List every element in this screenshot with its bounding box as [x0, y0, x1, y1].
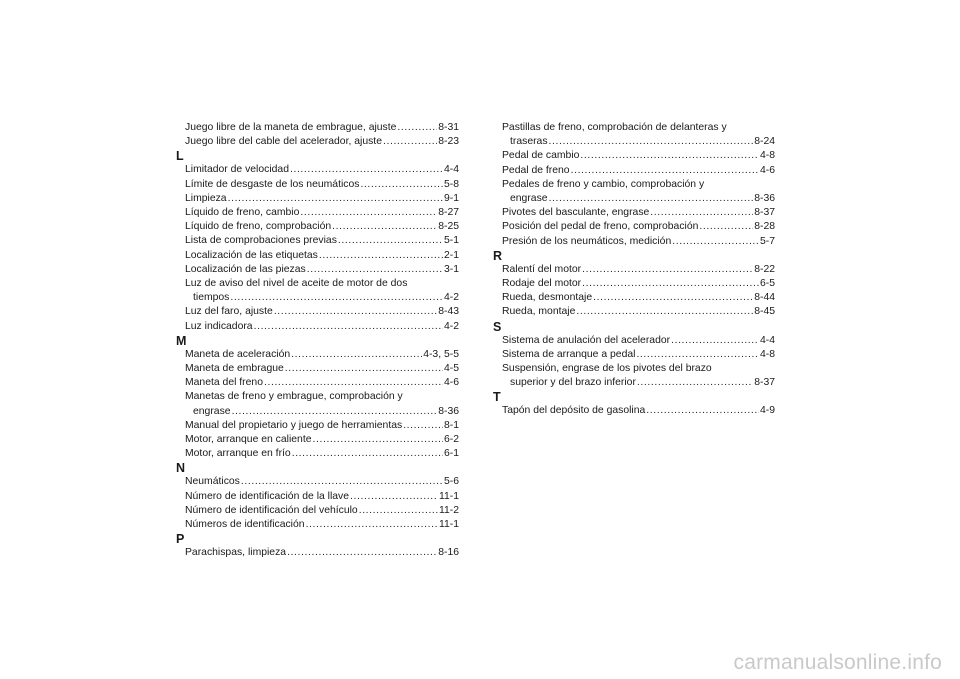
index-entry-text: superior y del brazo inferior: [510, 377, 636, 389]
dot-leader: [593, 291, 753, 305]
index-entry-text: Suspensión, engrase de los pivotes del brazo: [502, 363, 712, 375]
index-entry: [176, 376, 459, 390]
index-entry: [493, 404, 775, 418]
dot-leader: [646, 404, 759, 418]
dot-leader: [292, 447, 443, 461]
index-entry-text: Maneta del freno: [185, 377, 263, 389]
index-column-left: [176, 121, 459, 560]
index-entry: [176, 263, 459, 277]
index-entry-text: Sistema de anulación del acelerador: [502, 334, 671, 346]
dot-leader: [580, 149, 759, 163]
index-entry: [176, 178, 459, 192]
index-page-number: 6-5: [759, 278, 775, 290]
index-entry: [493, 164, 775, 178]
index-page-number: 8-31: [438, 122, 459, 133]
index-page-number: 4-5: [443, 363, 459, 375]
index-page-number: 8-28: [754, 221, 775, 233]
index-page-number: 4-2: [443, 292, 459, 304]
index-page-number: 8-25: [438, 221, 459, 233]
index-entry-text: Neumáticos: [185, 476, 240, 488]
dot-leader: [338, 234, 443, 248]
index-entry: [176, 475, 459, 489]
index-entry-text: Número de identificación de la llave: [185, 490, 350, 502]
dot-leader: [359, 504, 438, 518]
index-page-number: 4-3, 5-5: [423, 348, 459, 360]
index-entry: [176, 163, 459, 177]
index-page-number: 5-7: [759, 235, 775, 247]
dot-leader: [319, 249, 443, 263]
index-page-number: 4-4: [759, 334, 775, 346]
dot-leader: [254, 320, 443, 334]
dot-leader: [360, 178, 443, 192]
index-page-number: 8-37: [754, 377, 775, 389]
index-entry-text: Tapón del depósito de gasolina: [502, 405, 646, 417]
index-entry-text: Rodaje del motor: [502, 278, 582, 290]
index-section-letter: N: [176, 461, 186, 476]
index-page-number: 8-44: [754, 292, 775, 304]
index-page-number: 5-6: [443, 476, 459, 488]
index-entry-text: Manual del propietario y juego de herramientas: [185, 419, 403, 431]
index-entry-text: Motor, arranque en frío: [185, 448, 291, 460]
index-entry: [493, 149, 775, 163]
index-entry-text: Luz del faro, ajuste: [185, 306, 273, 318]
dot-leader: [290, 163, 443, 177]
index-page-number: 8-36: [754, 193, 775, 205]
index-entry-text: Rueda, montaje: [502, 306, 576, 318]
dot-leader: [383, 135, 437, 149]
index-entry: [176, 305, 459, 319]
dot-leader: [636, 348, 759, 362]
index-page-number: 8-1: [443, 419, 459, 431]
dot-leader: [307, 263, 443, 277]
index-entry-text: Parachispas, limpieza: [185, 547, 287, 559]
dot-leader: [549, 192, 754, 206]
index-entry-text: Posición del pedal de freno, comprobación: [502, 221, 699, 233]
index-entry-text: engrase: [193, 405, 231, 417]
dot-leader: [350, 490, 438, 504]
index-entry: [176, 546, 459, 560]
index-entry-text: Pivotes del basculante, engrase: [502, 207, 650, 219]
dot-leader: [549, 135, 754, 149]
dot-leader: [332, 220, 437, 234]
index-entry-text: Luz indicadora: [185, 320, 253, 332]
dot-leader: [306, 518, 438, 532]
dot-leader: [672, 235, 759, 249]
index-entry: [493, 206, 775, 220]
index-page-number: 8-16: [438, 547, 459, 559]
index-entry: [176, 419, 459, 433]
index-page-number: 4-2: [443, 320, 459, 332]
index-page-number: 8-36: [438, 405, 459, 417]
index-page-number: 11-1: [438, 490, 459, 502]
index-section-letter: R: [493, 248, 503, 263]
watermark: carmanualsonline.info: [733, 651, 942, 674]
index-page-number: 8-22: [754, 263, 775, 275]
index-entry-text: Rueda, desmontaje: [502, 292, 593, 304]
index-entry-text: Líquido de freno, comprobación: [185, 221, 332, 233]
index-entry: [176, 490, 459, 504]
index-page-number: 8-23: [438, 136, 459, 148]
index-entry-text: Pedal de cambio: [502, 150, 580, 162]
dot-leader: [403, 419, 443, 433]
index-page-number: 4-6: [443, 377, 459, 389]
index-entry-text: Pastillas de freno, comprobación de delanteras y: [502, 122, 727, 133]
index-entry-text: Presión de los neumáticos, medición: [502, 235, 672, 247]
index-page-number: 6-1: [443, 448, 459, 460]
index-entry-text: Maneta de aceleración: [185, 348, 291, 360]
index-entry: [176, 504, 459, 518]
index-page-number: 4-6: [759, 164, 775, 176]
index-page-number: 5-8: [443, 178, 459, 190]
index-page-number: 3-1: [443, 263, 459, 275]
dot-leader: [571, 164, 759, 178]
dot-leader: [313, 433, 443, 447]
index-entry-text: engrase: [510, 193, 548, 205]
index-entry-text: Número de identificación del vehículo: [185, 504, 358, 516]
index-entry-text: Juego libre de la maneta de embrague, ajuste: [185, 122, 397, 133]
index-entry-text: traseras: [510, 136, 548, 148]
index-entry-text: Localización de las etiquetas: [185, 249, 318, 261]
index-entry: [176, 192, 459, 206]
index-entry: [176, 234, 459, 248]
index-entry-text: Limitador de velocidad: [185, 164, 289, 176]
index-entry-text: Motor, arranque en caliente: [185, 434, 312, 446]
index-section-letter: L: [176, 149, 184, 164]
index-entry-text: tiempos: [193, 292, 230, 304]
index-entry: [176, 249, 459, 263]
dot-leader: [650, 206, 753, 220]
dot-leader: [397, 121, 437, 135]
dot-leader: [637, 376, 753, 390]
index-page-number: 5-1: [443, 235, 459, 247]
dot-leader: [671, 334, 759, 348]
index-page-number: 8-24: [754, 136, 775, 148]
index-page-number: 8-27: [438, 207, 459, 219]
index-entry: [493, 305, 775, 319]
index-entry: [176, 447, 459, 461]
index-section-letter: S: [493, 319, 502, 334]
index-entry-text: Maneta de embrague: [185, 363, 284, 375]
index-entry: [493, 178, 775, 206]
index-entry-text: Localización de las piezas: [185, 263, 306, 275]
dot-leader: [287, 546, 437, 560]
index-entry: [493, 334, 775, 348]
index-page-number: 11-1: [438, 519, 459, 531]
index-page-number: 8-45: [754, 306, 775, 318]
dot-leader: [582, 277, 759, 291]
index-entry: [493, 277, 775, 291]
index-entry: [493, 348, 775, 362]
index-entry: [176, 348, 459, 362]
index-page-number: 8-37: [754, 207, 775, 219]
index-entry: [176, 362, 459, 376]
index-entry: [493, 220, 775, 234]
dot-leader: [230, 291, 443, 305]
index-entry-text: Sistema de arranque a pedal: [502, 348, 636, 360]
index-page-number: 11-2: [438, 504, 459, 516]
index-entry: [176, 320, 459, 334]
index-entry: [176, 518, 459, 532]
index-section-letter: M: [176, 333, 187, 348]
index-section-letter: T: [493, 390, 501, 405]
index-section-letter: P: [176, 532, 185, 547]
dot-leader: [699, 220, 753, 234]
index-page-number: 8-43: [438, 306, 459, 318]
index-entry: [176, 220, 459, 234]
index-entry: [493, 235, 775, 249]
dot-leader: [300, 206, 437, 220]
index-entry-text: Límite de desgaste de los neumáticos: [185, 178, 360, 190]
dot-leader: [285, 362, 443, 376]
index-entry: [176, 206, 459, 220]
index-entry-text: Pedal de freno: [502, 164, 570, 176]
index-page-number: 4-8: [759, 348, 775, 360]
index-entry: [493, 263, 775, 277]
index-entry-text: Números de identificación: [185, 519, 305, 531]
dot-leader: [241, 475, 443, 489]
index-entry: [493, 362, 775, 390]
index-page-number: 4-4: [443, 164, 459, 176]
index-entry: [176, 121, 459, 135]
index-entry: [176, 390, 459, 418]
index-column-right: [493, 121, 775, 419]
index-entry: [176, 277, 459, 305]
index-entry-text: Limpieza: [185, 192, 227, 204]
dot-leader: [582, 263, 753, 277]
index-page-number: 4-8: [759, 150, 775, 162]
index-entry-text: Lista de comprobaciones previas: [185, 235, 337, 247]
index-page-number: 9-1: [443, 192, 459, 204]
index-entry: [493, 291, 775, 305]
dot-leader: [232, 405, 438, 419]
index-page-number: 6-2: [443, 434, 459, 446]
index-entry-text: Juego libre del cable del acelerador, ajuste: [185, 136, 382, 148]
dot-leader: [264, 376, 443, 390]
index-entry: [176, 433, 459, 447]
index-page-number: 2-1: [443, 249, 459, 261]
index-entry-text: Manetas de freno y embrague, comprobación y: [185, 391, 403, 403]
dot-leader: [291, 348, 422, 362]
index-entry: [176, 135, 459, 149]
index-entry-text: Pedales de freno y cambio, comprobación y: [502, 178, 705, 190]
dot-leader: [576, 305, 753, 319]
index-entry-text: Líquido de freno, cambio: [185, 207, 300, 219]
dot-leader: [274, 305, 437, 319]
dot-leader: [228, 192, 443, 206]
index-page-number: 4-9: [759, 405, 775, 417]
index-entry-text: Luz de aviso del nivel de aceite de motor de dos: [185, 278, 408, 290]
index-entry-text: Ralentí del motor: [502, 263, 582, 275]
index-entry: [493, 121, 775, 149]
